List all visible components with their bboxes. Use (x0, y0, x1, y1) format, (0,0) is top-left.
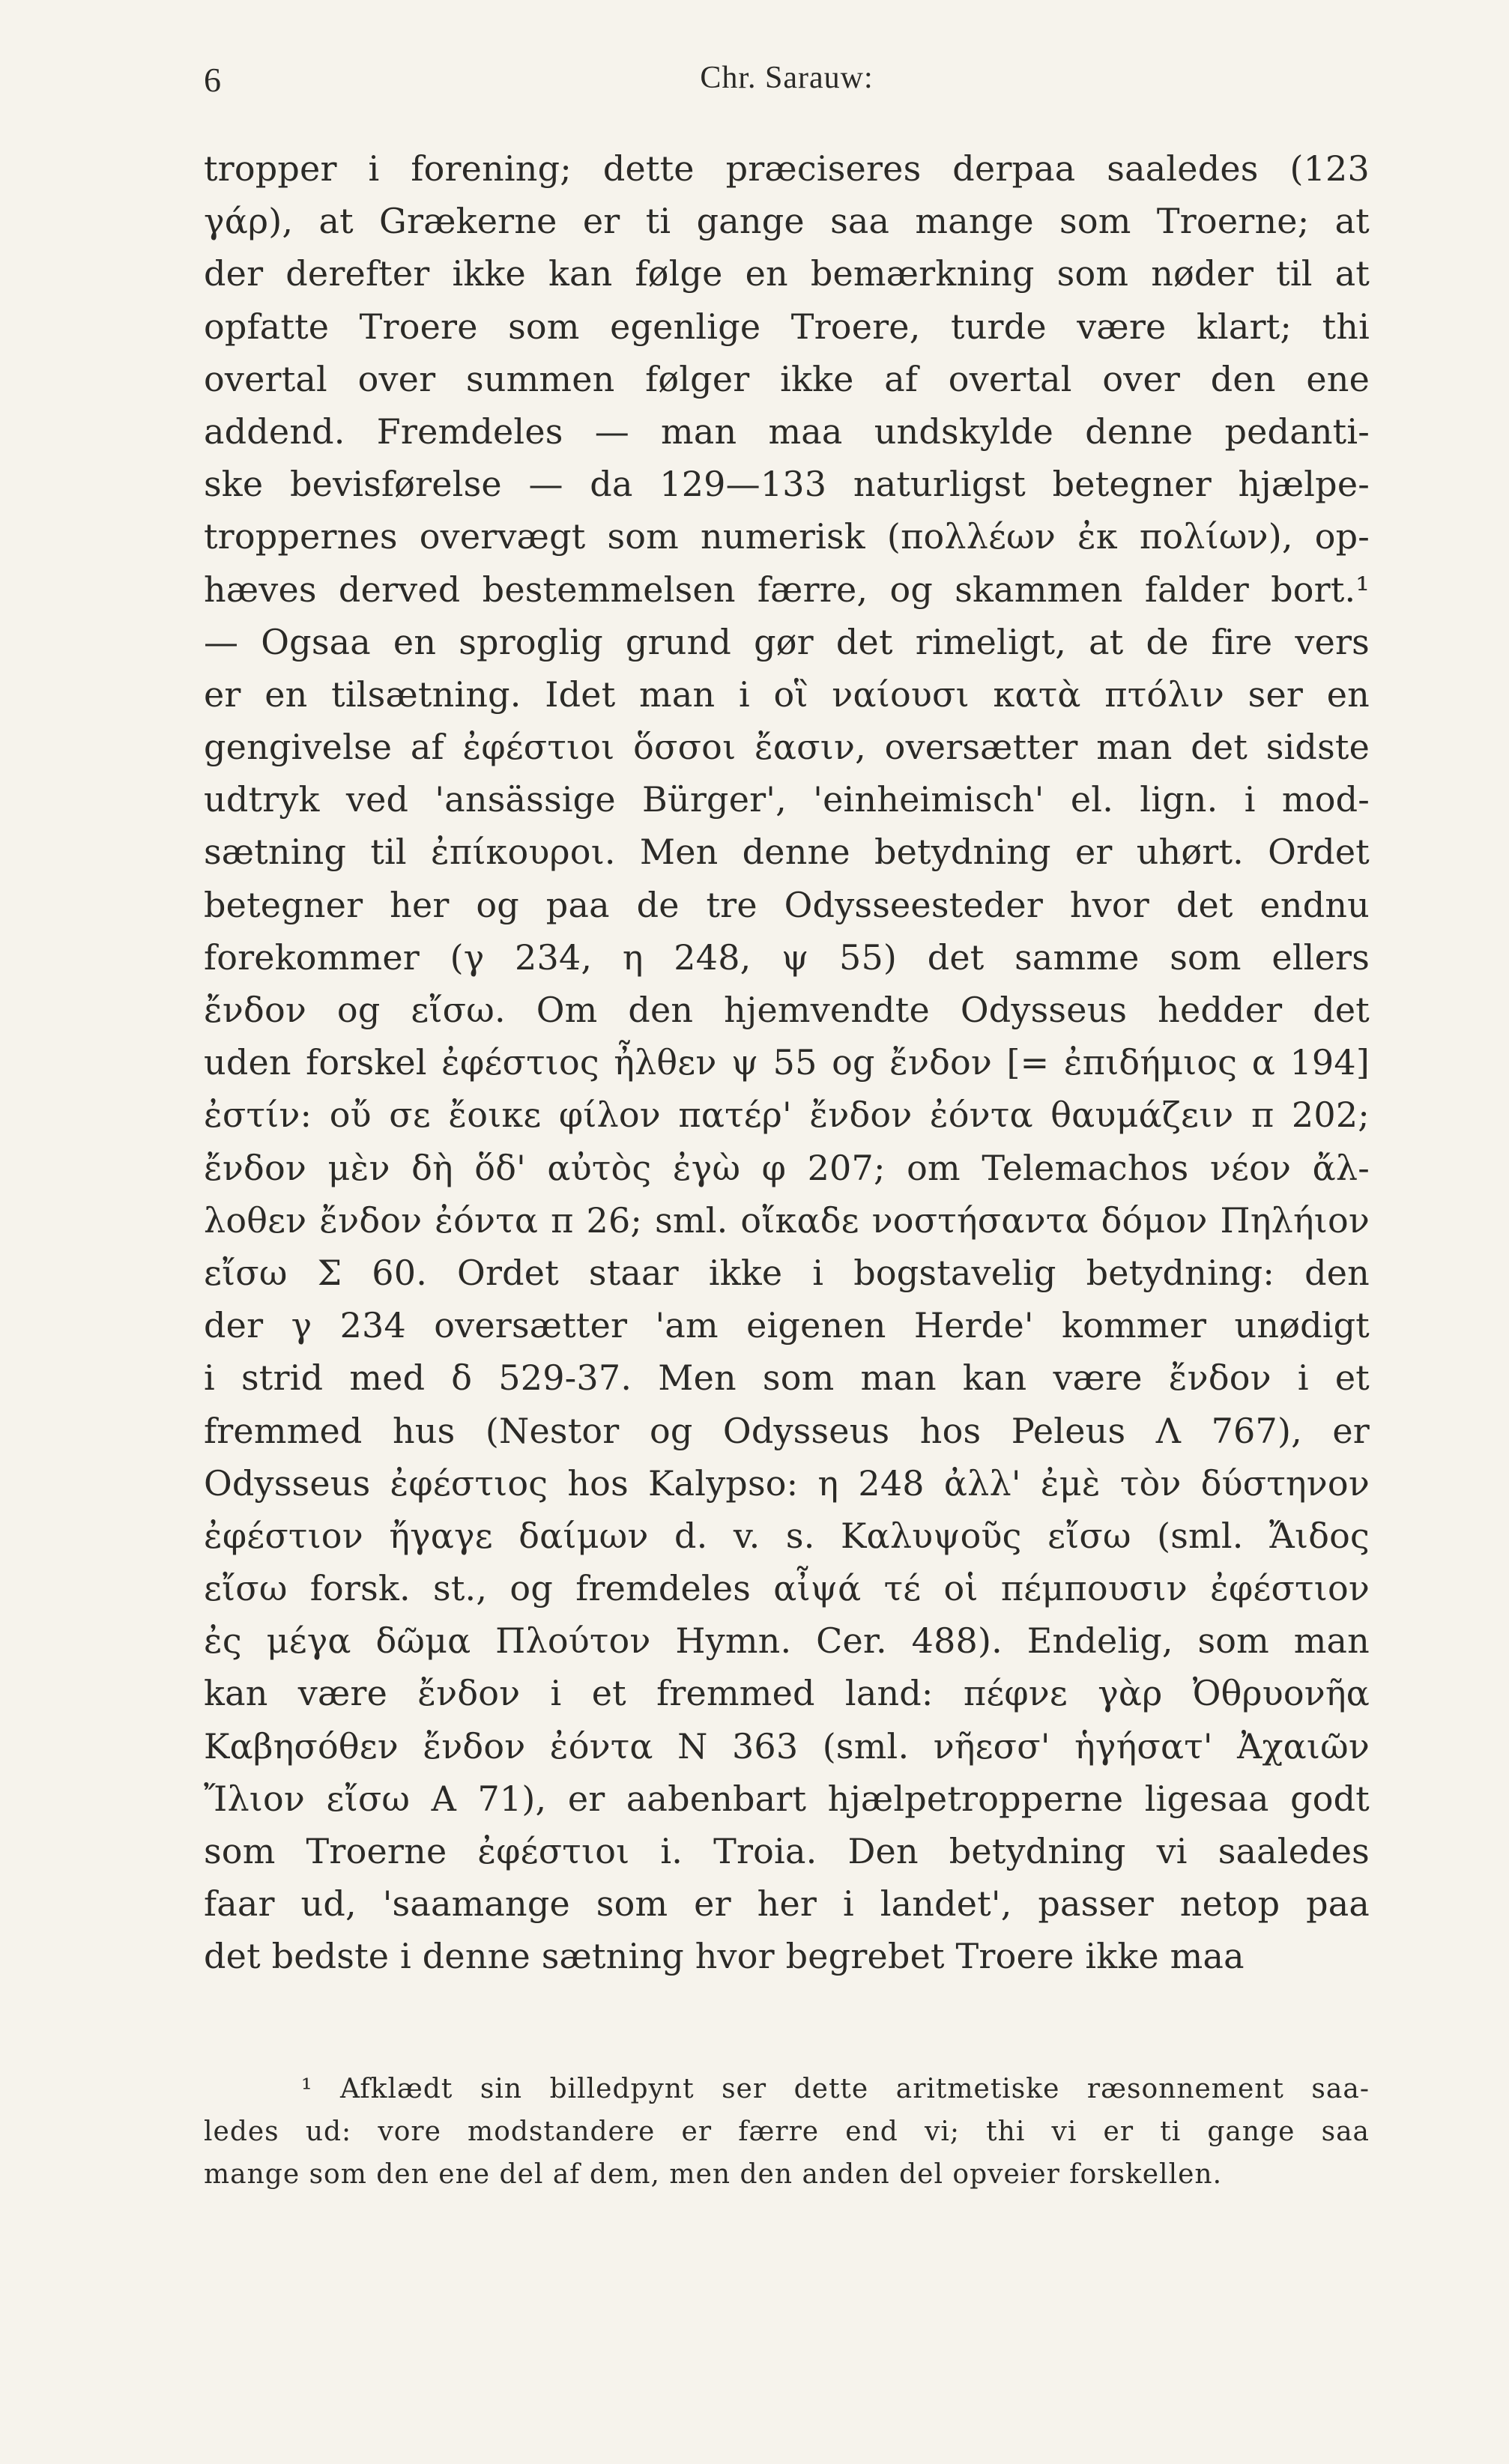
main-text (204, 142, 1370, 1983)
text-line: εἴσω forsk. st., og fremdeles αἶψά τέ οἱ πέμπουσιν ἐφέστιον (204, 1568, 1370, 1609)
page-number: 6 (204, 61, 221, 99)
footnote-line: mange som den ene del af dem, men den anden del opveier forskellen. (204, 2159, 1223, 2190)
text-line: Odysseus ἐφέστιος hos Kalypso: η 248 ἀλλ' ἐμὲ τὸν δύστηνον (204, 1462, 1370, 1504)
text-line: overtal over summen følger ikke af overtal over den ene (204, 358, 1370, 399)
text-line: ἐστίν: οὔ σε ἔοικε φίλον πατέρ' ἔνδον ἐόντα θαυμάζειν π 202; (204, 1095, 1370, 1136)
text-line: opfatte Troere som egenlige Troere, turde være klart; thi (204, 306, 1370, 347)
running-title: Chr. Sarauw: (700, 61, 874, 95)
text-line: fremmed hus (Nestor og Odysseus hos Peleus Λ 767), er (204, 1410, 1370, 1451)
text-line: uden forskel ἐφέστιος ἦλθεν ψ 55 og ἔνδον [= ἐπιδήμιος α 194] (204, 1042, 1370, 1083)
text-line: ske bevisførelse — da 129—133 naturligst betegner hjælpe- (204, 464, 1370, 505)
text-line: addend. Fremdeles — man maa undskylde denne pedanti- (204, 411, 1370, 452)
text-line: λοθεν ἔνδον ἐόντα π 26; sml. οἴκαδε νοστήσαντα δόμον Πηλήιον (204, 1199, 1370, 1241)
page-header (204, 60, 1370, 105)
text-line: forekommer (γ 234, η 248, ψ 55) det samme som ellers (204, 936, 1370, 978)
text-line: sætning til ἐπίκουροι. Men denne betydning er uhørt. Ordet (204, 832, 1370, 873)
text-line: kan være ἔνδον i et fremmed land: πέφνε γὰρ Ὀθρυονῆα (204, 1673, 1370, 1714)
text-line: ἐς μέγα δῶμα Πλούτον Hymn. Cer. 488). Endelig, som man (204, 1620, 1370, 1662)
text-line: Ἴλιον εἴσω Α 71), er aabenbart hjælpetropperne ligesaa godt (204, 1778, 1370, 1819)
text-line: der derefter ikke kan følge en bemærkning som nøder til at (204, 253, 1370, 294)
text-line: gengivelse af ἐφέστιοι ὅσσοι ἔασιν, oversætter man det sidste (204, 727, 1370, 768)
text-line: — Ogsaa en sproglig grund gør det rimeligt, at de fire vers (204, 621, 1370, 662)
text-line: γάρ), at Grækerne er ti gange saa mange som Troerne; at (204, 201, 1370, 242)
text-line: εἴσω Σ 60. Ordet staar ikke i bogstavelig betydning: den (204, 1252, 1370, 1293)
text-line: Καβησόθεν ἔνδον ἐόντα Ν 363 (sml. νῆεσσ' ἡγήσατ' Ἀχαιῶν (204, 1725, 1370, 1767)
text-line: det bedste i denne sætning hvor begrebet Troere ikke maa (204, 1936, 1245, 1977)
footnote (204, 2068, 1370, 2196)
text-line: som Troerne ἐφέστιοι i. Troia. Den betydning vi saaledes (204, 1831, 1370, 1871)
text-line: der γ 234 oversætter 'am eigenen Herde' kommer unødigt (204, 1305, 1370, 1346)
text-line: er en tilsætning. Idet man i οἳ ναίουσι κατὰ πτόλιν ser en (204, 673, 1370, 715)
text-line: tropper i forening; dette præciseres derpaa saaledes (123 (204, 148, 1370, 189)
text-line: ἔνδον og εἴσω. Om den hjemvendte Odysseus hedder det (204, 990, 1370, 1030)
text-line: troppernes overvægt som numerisk (πολλέων ἐκ πολίων), op- (204, 516, 1370, 557)
text-line: udtryk ved 'ansässige Bürger', 'einheimisch' el. lign. i mod- (204, 779, 1370, 820)
text-line: ἔνδον μὲν δὴ ὅδ' αὐτὸς ἐγὼ φ 207; om Telemachos νέον ἄλ- (204, 1147, 1370, 1188)
text-line: faar ud, 'saamange som er her i landet', passer netop paa (204, 1883, 1370, 1925)
text-line: betegner her og paa de tre Odysseesteder hvor det endnu (204, 884, 1370, 925)
footnote-line: ledes ud: vore modstandere er færre end vi; thi vi er ti gange saa (204, 2116, 1370, 2147)
text-line: ἐφέστιον ἤγαγε δαίμων d. v. s. Καλυψοῦς εἴσω (sml. Ἄιδος (204, 1515, 1370, 1556)
footnote-line: ¹ Afklædt sin billedpynt ser dette aritmetiske ræsonnement saa- (301, 2074, 1370, 2104)
text-line: i strid med δ 529-37. Men som man kan være ἔνδον i et (204, 1357, 1370, 1399)
text-line: hæves derved bestemmelsen færre, og skammen falder bort.¹ (204, 569, 1370, 610)
